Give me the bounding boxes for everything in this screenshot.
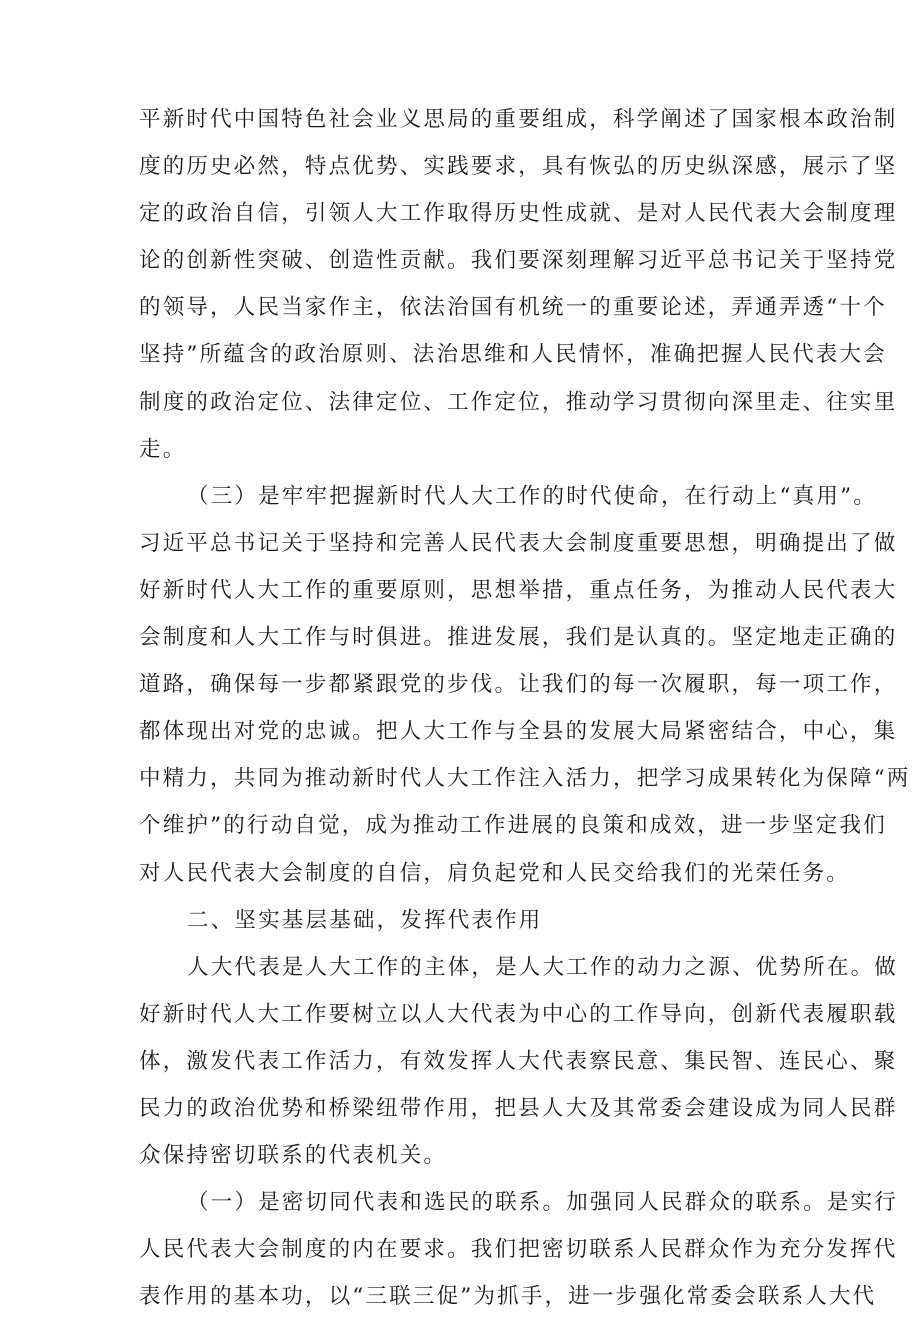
section-heading: 二、坚实基层基础，发挥代表作用 (187, 907, 543, 933)
text-line: 平新时代中国特色社会业义思局的重要组成，科学阐述了国家根本政治制 (139, 107, 898, 132)
text-line: 走。 (139, 436, 187, 462)
text-line: 都体现出对党的忠诚。把人大工作与全县的发展大局紧密结合，中心，集 (139, 719, 898, 745)
text-line: 人民代表大会制度的内在要求。我们把密切联系人民群众作为充分发挥代 (139, 1237, 898, 1263)
paragraph-heading-line: （一）是密切同代表和选民的联系。加强同人民群众的联系。是实行 (187, 1190, 899, 1216)
text-line: 道路，确保每一步都紧跟党的步伐。让我们的每一次履职，每一项工作， (139, 672, 898, 698)
text-line: 会制度和人大工作与时俱进。推进发展，我们是认真的。坚定地走正确的 (139, 625, 898, 651)
document-body (139, 96, 911, 1320)
text-line: 度的历史必然，特点优势、实践要求，具有恢弘的历史纵深感，展示了坚 (139, 154, 898, 180)
text-line: 表作用的基本功，以“三联三促”为抓手，进一步强化常委会联系人大代 (139, 1284, 877, 1310)
text-line: 习近平总书记关于坚持和完善人民代表大会制度重要思想，明确提出了做 (139, 530, 898, 556)
text-line: 定的政治自信，引领人大工作取得历史性成就、是对人民代表大会制度理 (139, 201, 898, 227)
text-line: 制度的政治定位、法律定位、工作定位，推动学习贯彻向深里走、往实里 (139, 389, 898, 415)
text-line: 个维护”的行动自觉，成为推动工作进展的良策和成效，进一步坚定我们 (139, 813, 887, 839)
text-line: 论的创新性突破、创造性贡献。我们要深刻理解习近平总书记关于坚持党 (139, 248, 898, 274)
text-line: 的领导，人民当家作主，依法治国有机统一的重要论述，弄通弄透“十个 (139, 295, 887, 321)
text-line: 中精力，共同为推动新时代人大工作注入活力，把学习成果转化为保障“两 (139, 766, 911, 792)
text-line: 好新时代人大工作的重要原则，思想举措，重点任务，为推动人民代表大 (139, 577, 898, 603)
text-line: 对人民代表大会制度的自信，肩负起党和人民交给我们的光荣任务。 (139, 860, 851, 886)
text-line: 好新时代人大工作要树立以人大代表为中心的工作导向，创新代表履职载 (139, 1001, 898, 1027)
text-line: 体，激发代表工作活力，有效发挥人大代表察民意、集民智、连民心、聚 (139, 1048, 898, 1074)
text-line: 民力的政治优势和桥梁纽带作用，把县人大及其常委会建设成为同人民群 (139, 1095, 898, 1121)
paragraph-heading-line: （三）是牢牢把握新时代人大工作的时代使命，在行动上“真用”。 (187, 483, 877, 509)
text-line: 坚持”所蕴含的政治原则、法治思维和人民情怀，准确把握人民代表大会 (139, 342, 887, 368)
text-line: 人大代表是人大工作的主体，是人大工作的动力之源、优势所在。做 (187, 954, 899, 980)
text-line: 众保持密切联系的代表机关。 (139, 1143, 448, 1169)
